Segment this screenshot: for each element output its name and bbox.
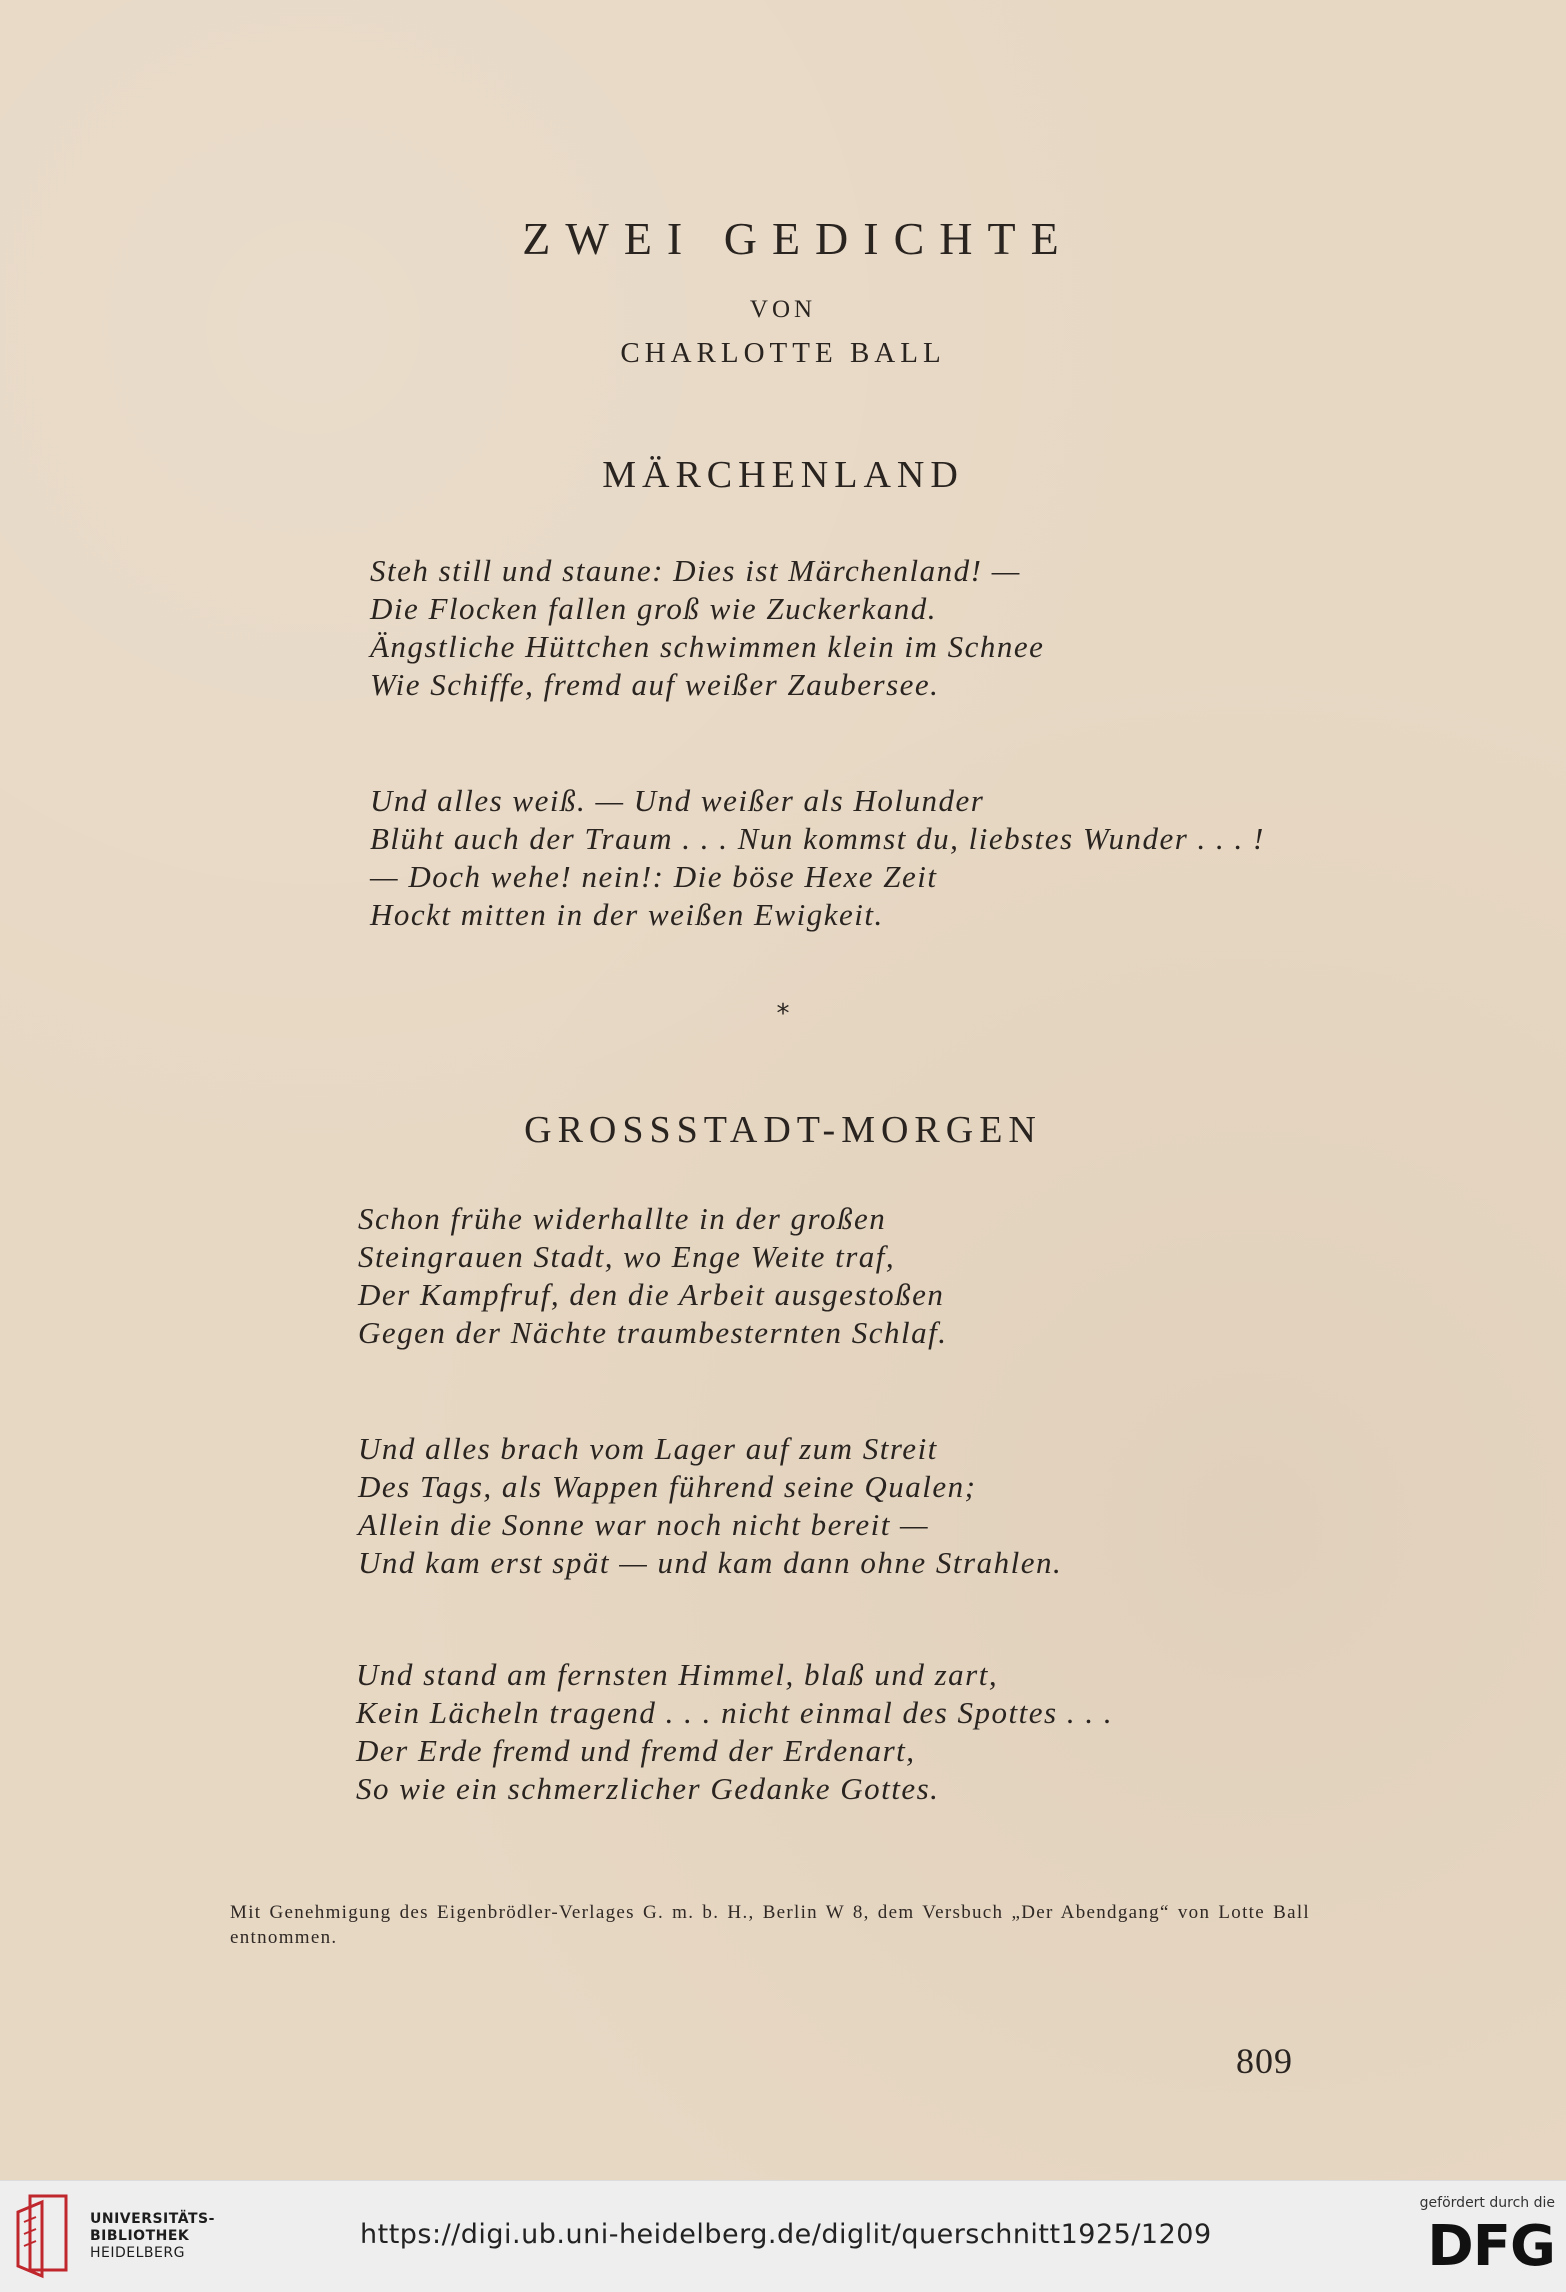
footnote: Mit Genehmigung des Eigenbrödler-Verlages G. m. b. H., Berlin W 8, dem Versbuch „Der Abendgang“ von Lotte Ball entnommen. xyxy=(230,1902,1310,1948)
poem-title-grossstadt-morgen: GROSSSTADT-MORGEN xyxy=(524,1109,1042,1151)
poem-line: — Doch wehe! nein!: Die böse Hexe Zeit xyxy=(370,859,938,894)
logo-line: BIBLIOTHEK xyxy=(90,2228,190,2244)
poem-line: Und alles weiß. — Und weißer als Holunder xyxy=(370,783,985,818)
page-number: 809 xyxy=(1236,2041,1293,2081)
ub-heidelberg-logo-text xyxy=(90,2211,215,2262)
poem-line: Blüht auch der Traum . . . Nun kommst du, liebstes Wunder . . . ! xyxy=(370,821,1265,856)
poem-stanza xyxy=(356,1656,1113,1808)
poem-line: Der Kampfruf, den die Arbeit ausgestoßen xyxy=(358,1277,945,1312)
poem-line: Kein Lächeln tragend . . . nicht einmal des Spottes . . . xyxy=(356,1695,1114,1730)
poem-line: Gegen der Nächte traumbesternten Schlaf. xyxy=(358,1315,948,1350)
poem-line: Die Flocken fallen groß wie Zuckerkand. xyxy=(370,591,937,626)
sponsor-block xyxy=(1395,2195,1555,2277)
poem-line: Schon frühe widerhallte in der großen xyxy=(358,1201,887,1236)
poem-title-maerchenland: MÄRCHENLAND xyxy=(602,454,964,496)
poem-line: Der Erde fremd und fremd der Erdenart, xyxy=(356,1733,916,1768)
poem-line: Ängstliche Hüttchen schwimmen klein im Schnee xyxy=(370,629,1045,664)
poem-line: Steh still und staune: Dies ist Märchenland! — xyxy=(370,553,1021,588)
logo-line: HEIDELBERG xyxy=(90,2245,185,2261)
ub-heidelberg-logo-icon xyxy=(12,2192,70,2280)
poem-line: Und kam erst spät — und kam dann ohne Strahlen. xyxy=(358,1545,1063,1580)
poem-stanza xyxy=(370,552,1044,704)
poem-line: Und alles brach vom Lager auf zum Streit xyxy=(358,1431,938,1466)
page-title: ZWEI GEDICHTE xyxy=(522,213,1074,264)
poem-line: So wie ein schmerzlicher Gedanke Gottes. xyxy=(356,1771,940,1806)
poem-line: Hockt mitten in der weißen Ewigkeit. xyxy=(370,897,884,932)
poem-line: Des Tags, als Wappen führend seine Qualen; xyxy=(358,1469,977,1504)
poem-stanza xyxy=(370,782,1265,934)
poem-line: Allein die Sonne war noch nicht bereit — xyxy=(358,1507,930,1542)
dfg-logo[interactable]: DFG xyxy=(1427,2214,1555,2279)
viewer-footer xyxy=(0,2180,1566,2292)
poem-line: Wie Schiffe, fremd auf weißer Zaubersee. xyxy=(370,667,940,702)
by-line: VON xyxy=(749,296,817,323)
poem-line: Und stand am fernsten Himmel, blaß und zart, xyxy=(356,1657,999,1692)
poem-line: Steingrauen Stadt, wo Enge Weite traf, xyxy=(358,1239,896,1274)
sponsor-note: gefördert durch die xyxy=(1419,2195,1555,2211)
poem-stanza xyxy=(358,1200,947,1352)
section-divider-asterisk: * xyxy=(776,999,790,1029)
author-name: CHARLOTTE BALL xyxy=(620,337,946,369)
permalink-url[interactable]: https://digi.ub.uni-heidelberg.de/diglit/querschnitt1925/1209 xyxy=(360,2219,1212,2250)
logo-line: UNIVERSITÄTS- xyxy=(90,2211,215,2227)
poem-stanza xyxy=(358,1430,1062,1582)
